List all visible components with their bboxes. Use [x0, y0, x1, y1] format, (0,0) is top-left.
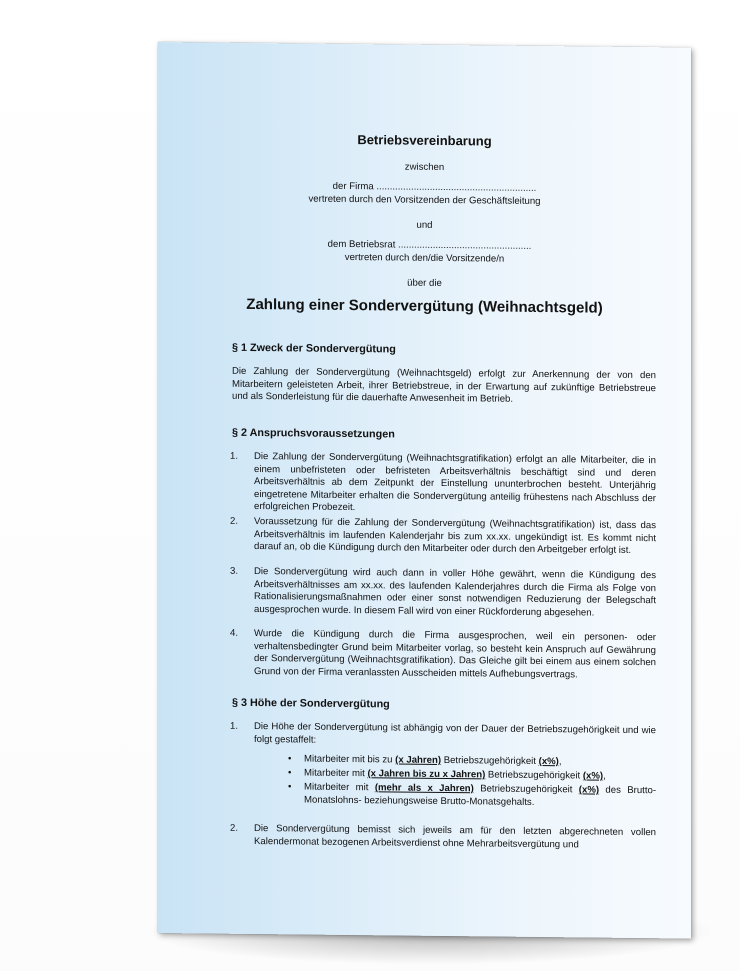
main-title: Zahlung einer Sondervergütung (Weihnachtsgeld)	[246, 295, 603, 317]
list-item-text: Die Höhe der Sondervergütung ist abhängig von der Dauer der Betriebszugehörigkeit und wie folgt gestaffelt:	[254, 721, 656, 746]
company-representative: vertreten durch den Vorsitzenden der Geschäftsleitung	[308, 193, 541, 208]
bullet-icon: •	[288, 767, 292, 779]
bullet-icon: •	[288, 781, 292, 793]
list-item	[230, 565, 656, 621]
between-label: zwischen	[404, 161, 445, 173]
bullet-item: • Mitarbeiter mit (mehr als x Jahren) Betriebszugehörigkeit (x%) des Brutto-Monatslohns- beziehungsweise Brutto-Monatsgehalts.	[288, 781, 657, 808]
and-label: und	[416, 219, 433, 231]
document-page	[158, 42, 691, 939]
section-1-text: Die Zahlung der Sondervergütung (Weihnachtsgeld) erfolgt zur Anerkennung der von den Mitarbeitern geleisteten Arbeit, ihrer Betriebstreue, in der Erwartung auf zukünftige Betriebstreue und als Sonderleistung für die dauerhafte Anwesenheit im Betrieb.	[232, 365, 656, 405]
list-item-number: 2.	[230, 515, 239, 527]
list-item-number: 4.	[230, 627, 239, 639]
company-line: der Firma ............................................................	[332, 180, 537, 194]
bullet-item: • Mitarbeiter mit (x Jahren bis zu x Jahren) Betriebszugehörigkeit (x%),	[288, 767, 606, 782]
list-item-text: Die Sondervergütung wird auch dann in voller Höhe gewährt, wenn die Kündigung des Arbeitsverhältnisses am xx.xx. des laufenden Kalenderjahres durch die Firma als Folge von Rationalisierungsmaßnahmen oder einer sonst notwendigen Reduzierung der Belegschaft ausgesprochen wurde. In diesem Fall wird von einer Rückforderung abgesehen.	[254, 566, 656, 619]
section-1-heading: § 1 Zweck der Sondervergütung	[232, 341, 396, 356]
list-item-number: 1.	[230, 720, 239, 732]
list-item	[230, 450, 656, 518]
section-2-heading: § 2 Anspruchsvoraussetzungen	[232, 426, 395, 441]
list-item-number: 2.	[230, 822, 239, 834]
list-item-text: Voraussetzung für die Zahlung der Sondervergütung (Weihnachtsgratifikation) ist, dass das Arbeitsverhältnis im laufenden Kalenderjahr bis zum xx.xx. ungekündigt ist. Es kommt nicht darauf an, ob die Kündigung durch den Mitarbeiter oder durch den Arbeitgeber erfolgt ist.	[254, 516, 656, 557]
council-representative: vertreten durch den/die Vorsitzende/n	[344, 251, 505, 265]
section-3-heading: § 3 Höhe der Sondervergütung	[232, 696, 390, 711]
list-item-text: Wurde die Kündigung durch die Firma ausgesprochen, weil ein personen- oder verhaltensbedingter Grund beim Mitarbeiter vorlag, so besteht kein Anspruch auf Gewährung der Sondervergütung (Weihnachtsgratifikation). Das Gleiche gilt bei einem aus einem solchen Grund von der Firma veranlassten Ausscheiden mittels Aufhebungsvertrags.	[254, 628, 656, 681]
list-item-number: 1.	[230, 450, 239, 462]
bullet-icon: •	[288, 753, 292, 765]
list-item	[230, 822, 656, 852]
list-item-text: Die Zahlung der Sondervergütung (Weihnachtsgratifikation) erfolgt an alle Mitarbeiter, die in einem unbefristeten oder befristeten Arbeitsverhältnis beschäftigt sind und deren Arbeitsverhältnis ab dem Zeitpunkt der Einstellung ununterbrochen besteht. Unterjährig eingetretene Mitarbeiter erhalten die Sondervergütung anteilig frühestens nach Abschluss der erfolgreichen Probezeit.	[254, 451, 656, 514]
list-item-number: 3.	[230, 565, 239, 577]
list-item	[230, 515, 656, 558]
council-line: dem Betriebsrat ..................................................	[327, 238, 532, 252]
document-title: Betriebsvereinbarung	[357, 132, 492, 149]
bullet-item: • Mitarbeiter mit bis zu (x Jahren) Betriebszugehörigkeit (x%),	[288, 753, 562, 768]
about-label: über die	[407, 277, 442, 289]
list-item	[230, 627, 656, 683]
list-item-text: Die Sondervergütung bemisst sich jeweils am für den letzten abgerechneten vollen Kalendermonat bezogenen Arbeitsverdienst ohne Mehrarbeitsvergütung und	[254, 823, 656, 851]
list-item	[230, 720, 656, 750]
